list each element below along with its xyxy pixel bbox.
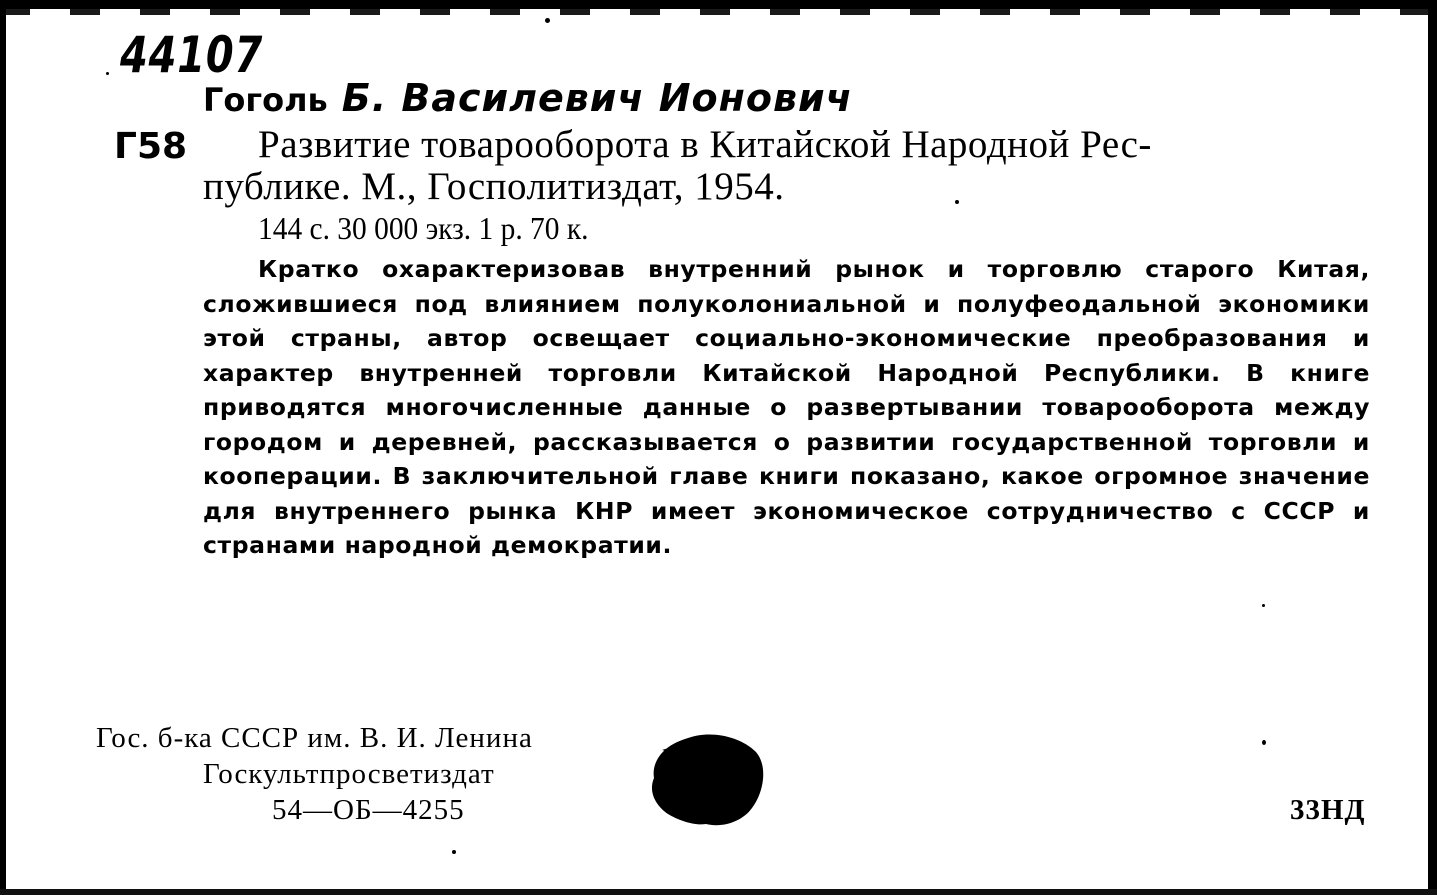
print-code: 54—ОБ—4255 [272,794,465,826]
author-handwritten-name: Б. Василевич Ионович [341,76,853,120]
title-line-1: Развитие товарооборота в Китайской Народной Рес- [258,123,1152,166]
inventory-number: 44107 [120,26,264,84]
imprint: 144 с. 30 000 экз. 1 р. 70 к. [258,210,589,246]
speck [955,200,959,204]
speck [1262,604,1265,607]
title-line-2: публике. М., Госполитиздат, 1954. [203,165,785,208]
scan-border-bottom [0,889,1437,895]
ink-blot [648,730,766,830]
library-name: Гос. б-ка СССР им. В. И. Ленина [96,722,533,754]
publisher-name: Госкультпросветиздат [203,758,495,790]
author-surname: Гоголь [203,81,328,119]
speck [545,18,550,23]
card-code: 33НД [1290,794,1366,826]
scan-border-top [0,0,1437,9]
scan-border-right [1428,0,1437,895]
speck [452,850,456,854]
scan-border-left [0,0,6,895]
author-line [203,76,853,120]
abstract: Кратко охарактеризовав внутренний рынок и торговлю старого Китая, сложившиеся под влиянием полуколониальной и полуфеодальной экономики этой страны, автор освещает социально-экономические преобразования и характер внутренней торговли Китайской Народной Республики. В книге приводятся многочисленные данные о развертывании товарооборота между городом и деревней, рассказывается о развитии государственной торговли и кооперации. В заключительной главе книги показано, какое огромное значение для внутреннего рынка КНР имеет экономическое сотрудничество с СССР и странами народной демократии. [203,255,1370,559]
speck [106,72,109,75]
shelfmark: Г58 [114,126,188,167]
speck [1262,740,1266,745]
scan-border-top-artifact [0,9,1437,15]
